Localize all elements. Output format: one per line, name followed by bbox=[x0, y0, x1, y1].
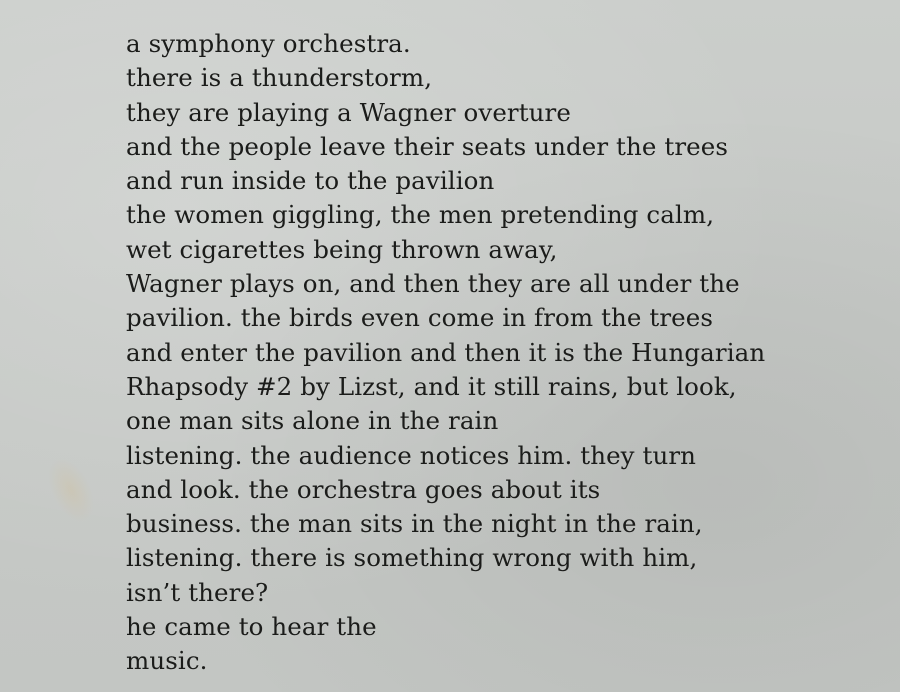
poem-line: and the people leave their seats under the trees bbox=[126, 131, 728, 161]
poem-line: business. the man sits in the night in the rain, bbox=[126, 509, 703, 539]
poem-line: they are playing a Wagner overture bbox=[126, 97, 571, 127]
poem-line: isn’t there? bbox=[126, 577, 269, 607]
poem-line: music. bbox=[126, 646, 208, 676]
paper-stain bbox=[39, 450, 103, 530]
poem-line: wet cigarettes being thrown away, bbox=[126, 234, 558, 264]
poem-line: Wagner plays on, and then they are all under the bbox=[126, 269, 740, 299]
poem-line: he came to hear the bbox=[126, 612, 377, 642]
poem-line: one man sits alone in the rain bbox=[126, 406, 499, 436]
poem-line: and run inside to the pavilion bbox=[126, 166, 495, 196]
poem-line: there is a thunderstorm, bbox=[126, 63, 433, 93]
poem-line: and look. the orchestra goes about its bbox=[126, 474, 601, 504]
poem-line: Rhapsody #2 by Lizst, and it still rains, but look, bbox=[126, 371, 737, 401]
poem-line: the women giggling, the men pretending calm, bbox=[126, 200, 715, 230]
poem-line: pavilion. the birds even come in from the trees bbox=[126, 303, 714, 333]
poem-line: a symphony orchestra. bbox=[126, 29, 411, 58]
poem-line: and enter the pavilion and then it is the Hungarian bbox=[126, 337, 766, 367]
poem-text bbox=[126, 27, 896, 679]
poem-line: listening. there is something wrong with him, bbox=[126, 543, 698, 573]
poem-line: listening. the audience notices him. they turn bbox=[126, 440, 697, 470]
